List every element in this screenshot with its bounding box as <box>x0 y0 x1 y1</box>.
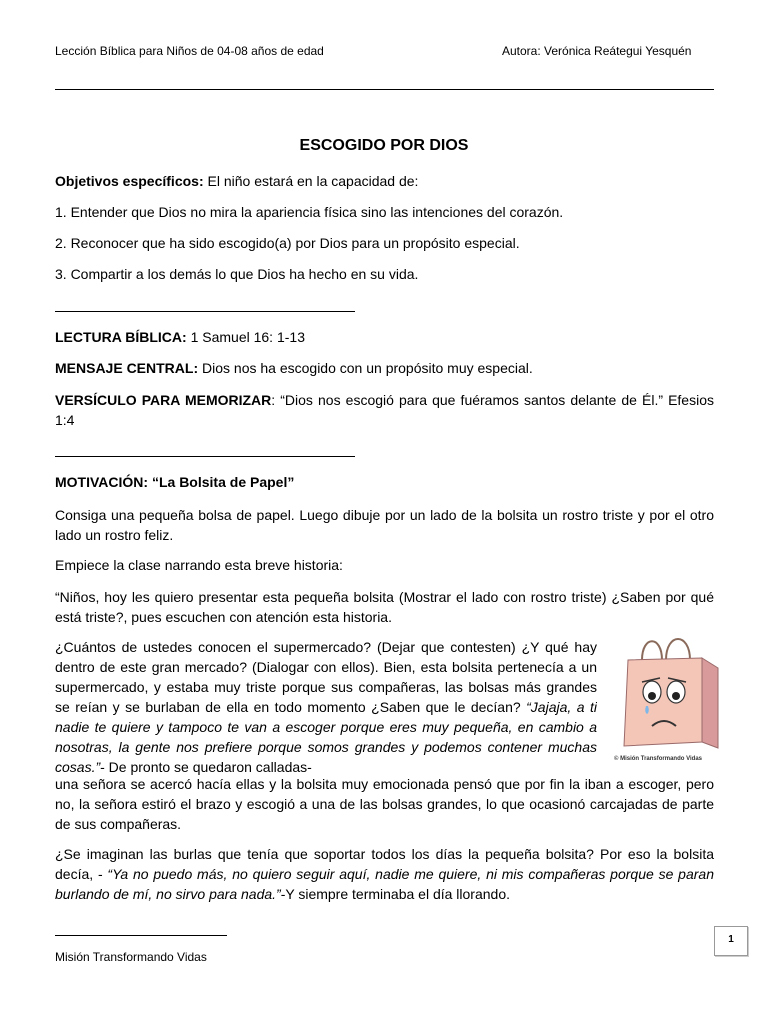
objectives-line <box>55 171 714 191</box>
mensaje-text: Dios nos ha escogido con un propósito muy especial. <box>198 360 533 376</box>
mensaje-line <box>55 358 714 378</box>
mensaje-label: MENSAJE CENTRAL: <box>55 360 199 376</box>
objective-item-2: 2. Reconocer que ha sido escogido(a) por Dios para un propósito especial. <box>55 235 520 251</box>
section-rule-2 <box>55 456 355 457</box>
header-rule <box>55 89 714 90</box>
objective-item-3: 3. Compartir a los demás lo que Dios ha hecho en su vida. <box>55 266 419 282</box>
versiculo-label: VERSÍCULO PARA MEMORIZAR <box>55 392 272 408</box>
paragraph-5 <box>55 844 714 904</box>
versiculo-paragraph <box>55 390 714 430</box>
lectura-text: 1 Samuel 16: 1-13 <box>186 329 305 345</box>
header-right: Autora: Verónica Reátegui Yesquén <box>502 44 692 58</box>
header-left: Lección Bíblica para Niños de 04-08 años de edad <box>55 44 324 58</box>
motivacion-text: “La Bolsita de Papel” <box>148 474 295 490</box>
paragraph-3: “Niños, hoy les quiero presentar esta pequeña bolsita (Mostrar el lado con rostro triste) ¿Saben por qué está triste?, pues escuchen con atención esta historia. <box>55 589 714 625</box>
footer-text: Misión Transformando Vidas <box>55 950 207 964</box>
motivacion-line <box>55 472 714 492</box>
footer-rule <box>55 935 227 936</box>
illustration <box>614 630 729 770</box>
page-number-box <box>714 926 748 956</box>
objectives-label: Objetivos específicos: <box>55 173 204 189</box>
objective-item-1: 1. Entender que Dios no mira la apariencia física sino las intenciones del corazón. <box>55 204 564 220</box>
section-rule-1 <box>55 311 355 312</box>
lectura-label: LECTURA BÍBLICA: <box>55 329 187 345</box>
objectives-intro: El niño estará en la capacidad de: <box>203 173 419 189</box>
illustration-caption: © Misión Transformando Vidas <box>614 756 702 762</box>
paragraph-5-tail: -Y siempre terminaba el día llorando. <box>280 886 511 902</box>
page-number: 1 <box>728 934 734 945</box>
paragraph-4-text: ¿Cuántos de ustedes conocen el supermercado? (Dejar que contesten) ¿Y qué hay dentro de este gran mercado? (Dialogar con ellos). Bien, esta bolsita pertenecía a un supermercado, y estaba muy triste porque sus compañeras, las bolsas más grandes se reían y se burlaban de ella en todo momento ¿Saben que le decían? <box>55 639 597 715</box>
paragraph-5-text: ¿Se imaginan las burlas que tenía que soportar todos los días la pequeña bolsita? Por eso la bolsita decía, - <box>55 846 714 882</box>
sad-paper-bag-icon <box>614 630 729 758</box>
lectura-line <box>55 327 714 347</box>
paragraph-5-quote: “Ya no puedo más, no quiero seguir aquí, nadie me quiere, ni mis compañeras porque se paran burlando de mí, no sirvo para nada.” <box>55 866 714 902</box>
page-title: ESCOGIDO POR DIOS <box>299 137 469 154</box>
paragraph-4-continuation: una señora se acercó hacía ellas y la bolsita muy emocionada pensó que por fin la iban a escoger, pero no, la señora estiró el brazo y escogió a una de las bolsas grandes, lo que ocasionó carcajadas de parte de sus compañeras. <box>55 776 714 832</box>
motivacion-label: MOTIVACIÓN: <box>55 474 149 490</box>
paragraph-1: Consiga una pequeña bolsa de papel. Luego dibuje por un lado de la bolsita un rostro triste y por el otro lado un rostro feliz. <box>55 507 714 543</box>
paragraph-4-quote: “Jajaja, a ti nadie te quiere y tampoco te van a escoger porque eres muy pequeña, en cambio a nosotras, la gente nos prefiere porque somos grandes y podemos contener muchas cosas.” <box>55 699 597 775</box>
paragraph-4-wrapped <box>55 637 597 777</box>
paragraph-4-tail: - De pronto se quedaron calladas- <box>100 759 312 775</box>
versiculo-text: : “Dios nos escogió para que fuéramos santos delante de Él.” Efesios 1:4 <box>55 392 714 428</box>
paragraph-2: Empiece la clase narrando esta breve historia: <box>55 557 343 573</box>
